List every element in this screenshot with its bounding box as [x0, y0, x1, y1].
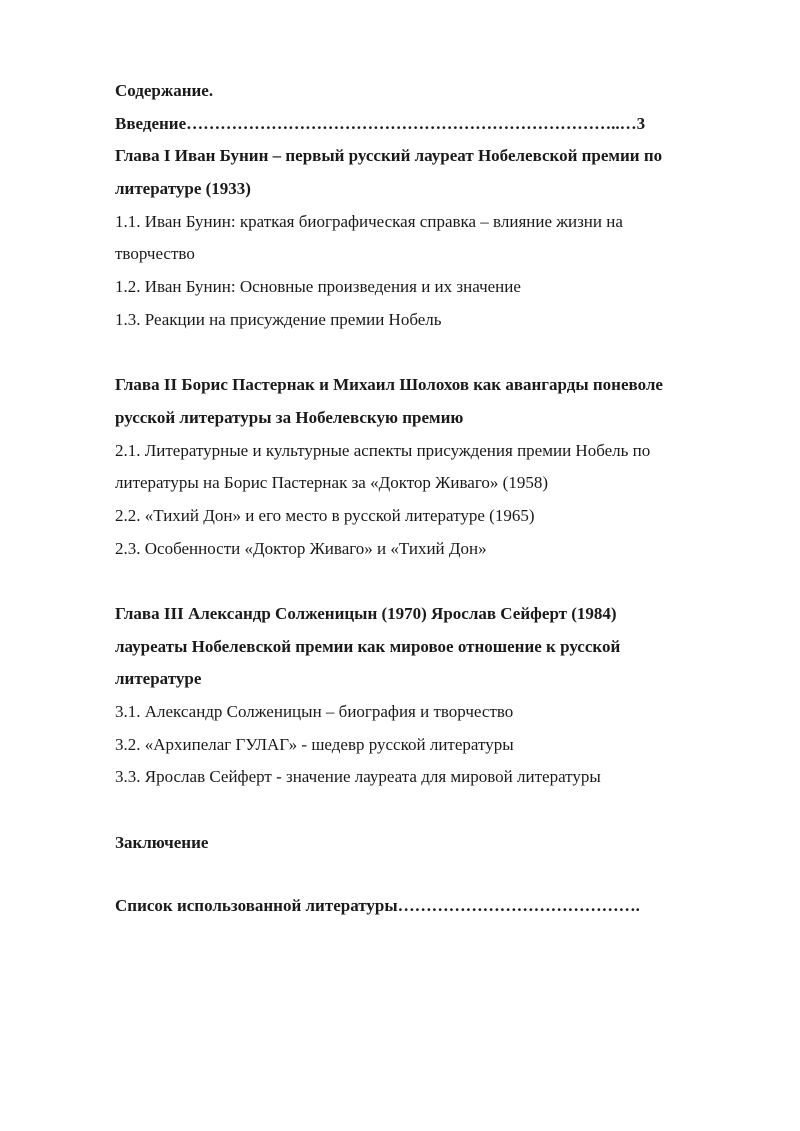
toc-entry-2-1: 2.1. Литературные и культурные аспекты присуждения премии Нобель по — [115, 440, 651, 460]
spacer — [115, 337, 745, 370]
chapter3-title: Глава III Александр Солженицын (1970) Ярослав Сейферт (1984) — [115, 604, 617, 623]
toc-entry-1-2: 1.2. Иван Бунин: Основные произведения и их значение — [115, 277, 521, 297]
spacer — [115, 794, 745, 827]
toc-entry-conclusion: Заключение — [115, 832, 209, 852]
toc-entry-3-1: 3.1. Александр Солженицын – биография и творчество — [115, 702, 514, 722]
toc-entry-references: Список использованной литературы……………………………………. — [115, 895, 640, 915]
chapter1-title-cont: литературе (1933) — [115, 179, 251, 199]
chapter3-title-cont: лауреаты Нобелевской премии как мировое отношение к русской — [115, 636, 621, 656]
toc-entry-1-3: 1.3. Реакции на присуждение премии Нобель — [115, 309, 442, 329]
chapter1-title: Глава I Иван Бунин – первый русский лауреат Нобелевской премии по — [115, 146, 663, 166]
spacer — [115, 860, 745, 890]
toc-entry-intro: Введение…………………………………………………………………..…3 — [115, 113, 646, 133]
document-page — [115, 75, 745, 922]
toc-entry-2-2: 2.2. «Тихий Дон» и его место в русской литературе (1965) — [115, 505, 535, 525]
toc-entry-2-1-cont: литературы на Борис Пастернак за «Доктор Живаго» (1958) — [115, 473, 548, 493]
chapter2-title: Глава II Борис Пастернак и Михаил Шолохов как авангарды поневоле — [115, 375, 663, 395]
chapter3-title-cont2: литературе — [115, 669, 202, 689]
toc-title: Содержание. — [115, 81, 214, 100]
chapter2-title-cont: русской литературы за Нобелевскую премию — [115, 407, 464, 427]
toc-entry-1-1: 1.1. Иван Бунин: краткая биографическая справка – влияние жизни на — [115, 211, 623, 231]
toc-entry-3-3: 3.3. Ярослав Сейферт - значение лауреата для мировой литературы — [115, 767, 601, 787]
toc-entry-2-3: 2.3. Особенности «Доктор Живаго» и «Тихий Дон» — [115, 538, 487, 558]
toc-entry-3-2: 3.2. «Архипелаг ГУЛАГ» - шедевр русской литературы — [115, 734, 514, 754]
toc-entry-1-1-cont: творчество — [115, 244, 195, 264]
spacer — [115, 565, 745, 598]
